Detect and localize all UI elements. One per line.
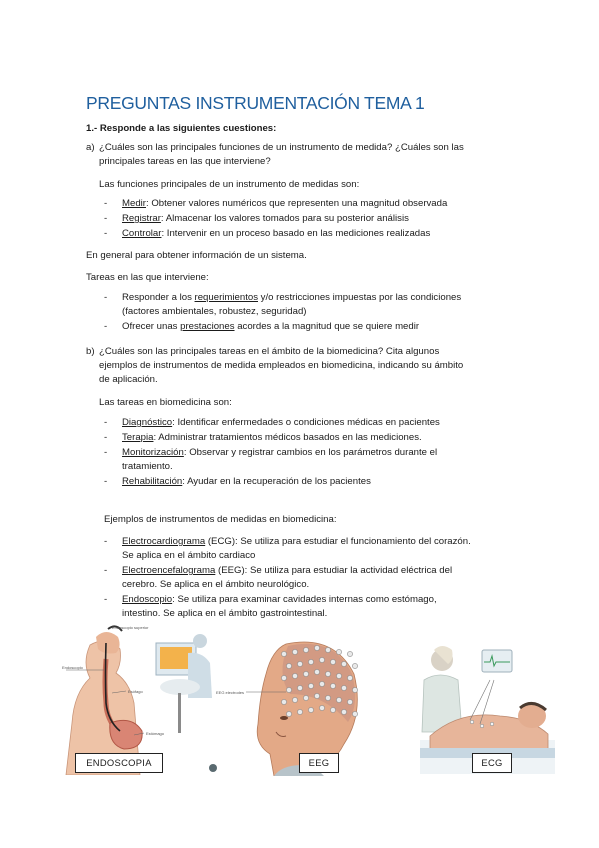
list-dash: -	[104, 565, 108, 576]
term: Medir	[122, 198, 146, 209]
list-dash: -	[104, 292, 108, 303]
list-dash: -	[104, 594, 108, 605]
term-desc: : Administrar tratamientos médicos basados en las mediciones.	[153, 432, 422, 443]
term-desc: : Almacenar los valores tomados para su posterior análisis	[160, 213, 409, 224]
list-dash: -	[104, 432, 108, 443]
eeg-electrode	[330, 707, 335, 712]
eeg-caption: EEG	[299, 753, 339, 773]
list-item	[122, 593, 437, 606]
list-item	[122, 320, 419, 333]
eeg-electrode	[325, 671, 330, 676]
list-dash: -	[104, 198, 108, 209]
eeg-electrode	[336, 649, 341, 654]
eeg-electrode	[281, 699, 286, 704]
eeg-electrode	[281, 651, 286, 656]
eeg-electrode	[297, 685, 302, 690]
question-a-line1: ¿Cuáles son las principales funciones de un instrumento de medida? ¿Cuáles son las	[99, 142, 464, 153]
list-dash: -	[104, 228, 108, 239]
term: prestaciones	[180, 321, 235, 332]
term: Electroencefalograma	[122, 565, 216, 576]
eeg-electrode	[292, 673, 297, 678]
term: Controlar	[122, 228, 162, 239]
eeg-electrode	[297, 709, 302, 714]
term-desc: : Intervenir en un proceso basado en las mediciones realizadas	[161, 228, 431, 239]
eeg-electrode	[314, 669, 319, 674]
list-dash: -	[104, 417, 108, 428]
list-item-cont: intestino. Se aplica en el ámbito gastrointestinal.	[122, 608, 328, 619]
term: Rehabilitación	[122, 476, 183, 487]
list-item	[122, 197, 447, 210]
eeg-electrode	[319, 681, 324, 686]
term: Electrocardiograma	[122, 536, 206, 547]
eeg-electrode	[308, 683, 313, 688]
list-dash: -	[104, 536, 108, 547]
term-desc: : Obtener valores numéricos que representen una magnitud observada	[146, 198, 448, 209]
question-b-line1: ¿Cuáles son las principales tareas en el ámbito de la biomedicina? Cita algunos	[99, 346, 440, 357]
eeg-electrode	[352, 687, 357, 692]
eeg-electrode	[319, 657, 324, 662]
term-desc: : Se utiliza para examinar cavidades internas como estómago,	[172, 594, 437, 605]
text: acordes a la magnitud que se quiere medir	[234, 321, 420, 332]
text: y/o restricciones impuestas por las condiciones	[258, 292, 462, 303]
term-desc: : Ayudar en la recuperación de los pacientes	[182, 476, 371, 487]
eeg-electrode	[286, 711, 291, 716]
eeg-electrode	[347, 699, 352, 704]
eeg-electrode	[325, 695, 330, 700]
list-item-cont: cerebro. Se aplica en el ámbito neurológico.	[122, 579, 310, 590]
term: Diagnóstico	[122, 417, 173, 428]
eeg-electrode	[286, 687, 291, 692]
list-item-cont: (factores ambientales, robustez, seguridad)	[122, 306, 307, 317]
bio-intro: Las tareas en biomedicina son:	[99, 397, 232, 408]
eeg-electrode	[303, 647, 308, 652]
eeg-electrode	[314, 693, 319, 698]
eeg-electrode	[308, 659, 313, 664]
list-item	[122, 564, 452, 577]
list-item	[122, 291, 461, 304]
question-a-line2: principales tareas en las que interviene?	[99, 156, 271, 167]
list-item	[122, 212, 409, 225]
ecg-caption: ECG	[472, 753, 512, 773]
eeg-electrode	[286, 663, 291, 668]
list-dash: -	[104, 447, 108, 458]
eeg-electrode	[292, 697, 297, 702]
eeg-electrode	[352, 711, 357, 716]
list-item	[122, 475, 371, 488]
endo-label-left: Endoscopio	[62, 665, 83, 670]
term-desc: : Identificar enfermedades o condiciones médicas en pacientes	[172, 417, 440, 428]
eeg-electrode	[341, 661, 346, 666]
tareas-intro: Tareas en las que interviene:	[86, 272, 209, 283]
eeg-electrode	[347, 675, 352, 680]
list-item	[122, 227, 430, 240]
endo-label-mid: Esófago	[128, 689, 143, 694]
eeg-electrode	[336, 697, 341, 702]
endo-label-top: Endoscopio superior	[112, 625, 149, 630]
term-desc: (EEG): Se utiliza para estudiar la actividad eléctrica del	[215, 565, 453, 576]
term: Monitorización	[122, 447, 184, 458]
question-b-marker: b)	[86, 346, 95, 357]
term: Endoscopio	[122, 594, 173, 605]
eeg-electrode	[347, 651, 352, 656]
question-b-line2: ejemplos de instrumentos de medida empleados en biomedicina, indicando su ámbito	[99, 360, 464, 371]
funciones-intro: Las funciones principales de un instrumento de medidas son:	[99, 179, 360, 190]
eeg-electrode	[303, 671, 308, 676]
list-item	[122, 416, 440, 429]
term: requerimientos	[194, 292, 258, 303]
eeg-electrode	[308, 707, 313, 712]
eeg-electrode	[325, 647, 330, 652]
eeg-electrode	[319, 705, 324, 710]
text: Responder a los	[122, 292, 195, 303]
eeg-electrode	[330, 683, 335, 688]
page-title: PREGUNTAS INSTRUMENTACIÓN TEMA 1	[86, 93, 425, 113]
eeg-electrode	[341, 709, 346, 714]
general-text: En general para obtener información de un sistema.	[86, 250, 307, 261]
list-item-cont: Se aplica en el ámbito cardiaco	[122, 550, 256, 561]
term-desc: : Observar y registrar cambios en los parámetros durante el	[183, 447, 438, 458]
list-item	[122, 446, 437, 459]
list-item	[122, 535, 471, 548]
question-b-line3: de aplicación.	[99, 374, 158, 385]
eeg-electrode	[336, 673, 341, 678]
section-heading: 1.- Responde a las siguientes cuestiones:	[86, 123, 277, 134]
eeg-electrode	[292, 649, 297, 654]
eeg-electrode	[341, 685, 346, 690]
term: Registrar	[122, 213, 161, 224]
list-dash: -	[104, 213, 108, 224]
list-dash: -	[104, 321, 108, 332]
eeg-electrode	[352, 663, 357, 668]
eeg-electrode	[314, 645, 319, 650]
eeg-electrode	[303, 695, 308, 700]
eeg-electrode	[330, 659, 335, 664]
question-a-marker: a)	[86, 142, 95, 153]
list-item-cont: tratamiento.	[122, 461, 173, 472]
list-dash: -	[104, 476, 108, 487]
ejemplos-intro: Ejemplos de instrumentos de medidas en biomedicina:	[104, 514, 337, 525]
list-item	[122, 431, 422, 444]
term: Terapia	[122, 432, 154, 443]
term-desc: (ECG): Se utiliza para estudiar el funcionamiento del corazón.	[205, 536, 471, 547]
text: Ofrecer unas	[122, 321, 181, 332]
logo-mark-icon	[209, 764, 217, 772]
eeg-illustration	[214, 634, 374, 776]
eeg-electrode	[281, 675, 286, 680]
endo-label-low: Estómago	[146, 731, 165, 736]
endoscopia-caption: ENDOSCOPIA	[75, 753, 163, 773]
eeg-label: EEG electrodes	[216, 690, 245, 695]
eeg-electrode	[297, 661, 302, 666]
